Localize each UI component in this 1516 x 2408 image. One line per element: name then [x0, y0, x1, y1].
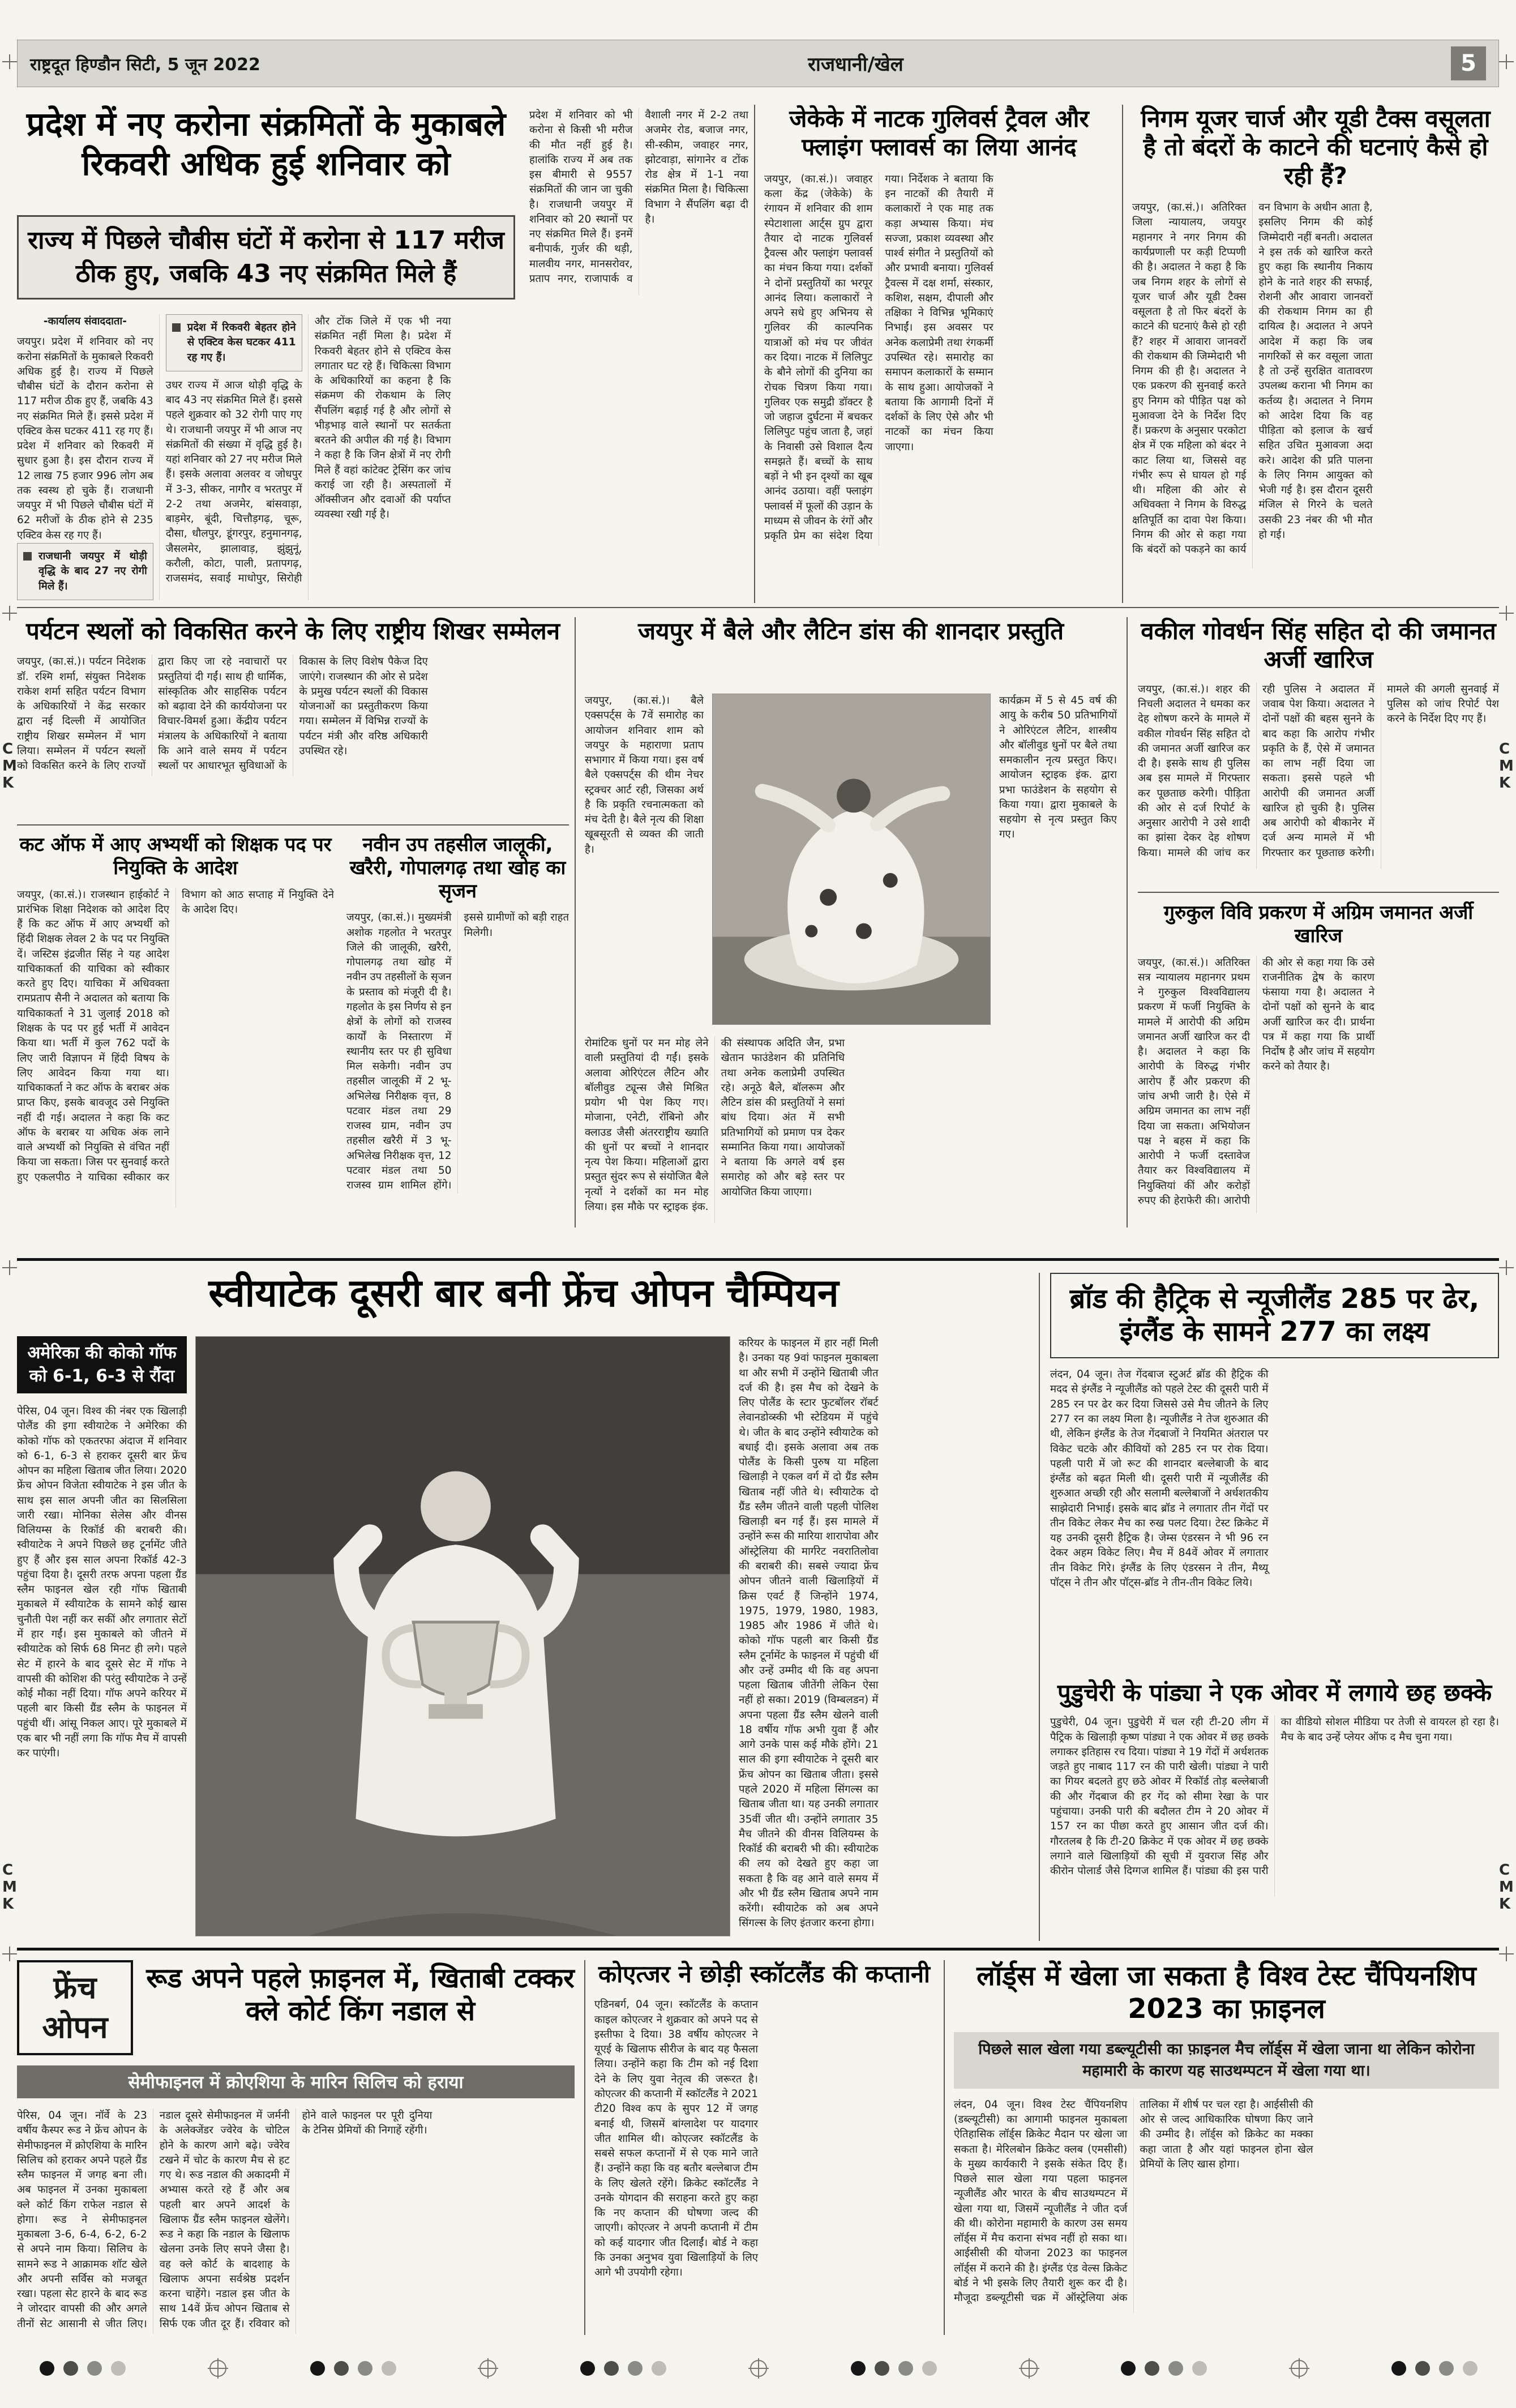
ballet-dancer-illustration	[713, 694, 990, 1024]
registration-dot	[922, 2361, 937, 2376]
ballet-rest: रोमांटिक धुनों पर मन मोह लेने वाली प्रस्तुतियां दी गईं। इसके अलावा ओरिएंटल लैटिन और बॉलीवुड ट्यून्स जैसे मिश्रित प्रयोग भी पेश किए गए। मोजाना, एनेटी, रॉबिनो और क्लाउड जैसी अंतरराष्ट्रीय ख्याति की धुनों पर बच्चों ने शानदार नृत्य पेश किया। महिलाओं द्वारा प्रस्तुत सुंदर रूप से संयोजित बैले नृत्यों ने दर्शकों का मन मोह लिया। इस मौके पर स्ट्राइक इंक. की संस्थापक अदिति जैन, प्रभा खेतान फाउंडेशन की प्रतिनिधि तथा अनेक कलाप्रेमी उपस्थित रहे। अनूठे बैले, बॉलरूम और लैटिन डांस की प्रस्तुतियों ने समां बांध दिया। अंत में सभी प्रतिभागियों को प्रमाण पत्र देकर सम्मानित किया गया। आयोजकों ने बताया कि अगले वर्ष इस समारोह को और बड़े स्तर पर आयोजित किया जाएगा।	[585, 1037, 845, 1213]
column-rule	[944, 1960, 945, 2335]
registration-dot	[1463, 2361, 1478, 2376]
column-rule	[575, 617, 576, 1227]
square-bullet-icon	[23, 552, 32, 561]
cmk-print-mark	[2, 742, 17, 790]
masthead-section-title: राजधानी/खेल	[808, 53, 903, 76]
tourism-body: जयपुर, (का.सं.)। पर्यटन निदेशक डॉ. रश्मि शर्मा, संयुक्त निदेशक राकेश शर्मा सहित पर्यटन विभाग के अधिकारियों ने केंद्र सरकार द्वारा नई दिल्ली में आयोजित राष्ट्रीय शिखर सम्मेलन में भाग लिया। सम्मेलन में पर्यटन स्थलों को विकसित करने के लिए राज्यों द्वारा किए जा रहे नवाचारों पर प्रस्तुतियां दी गईं। साथ ही धार्मिक, सांस्कृतिक और साहसिक पर्यटन को बढ़ावा देने की कार्ययोजना पर विचार-विमर्श हुआ। केंद्रीय पर्यटन मंत्रालय के अधिकारियों ने बताया कि आने वाले समय में पर्यटन स्थलों पर आधारभूत सुविधाओं के विकास के लिए विशेष पैकेज दिए जाएंगे। राजस्थान की ओर से प्रदेश के प्रमुख पर्यटन स्थलों की विकास योजनाओं का प्रस्तुतीकरण किया गया। सम्मेलन में विभिन्न राज्यों के पर्यटन मंत्री और वरिष्ठ अधिकारी उपस्थित रहे।	[17, 656, 428, 772]
headline-gurukul: गुरुकुल विवि प्रकरण में अग्रिम जमानत अर्जी खारिज	[1163, 901, 1474, 947]
color-dot-group	[40, 2361, 126, 2376]
ballet-lead: जयपुर, (का.सं.)। बैले एक्सपर्ट्स के 7वें समारोह का आयोजन शनिवार शाम को जयपुर के महाराणा प्रताप सभागार में किया गया। इस वर्ष बैले एक्सपर्ट्स की थीम नेचर स्ट्रक्चर आर्ट रही, जिसका अर्थ है कि प्रकृति रचनात्मकता को मंच देती है। बैले नृत्य की शिक्षा खूबसूरती से व्यक्त की जाती है।	[585, 695, 704, 856]
article-gurukul	[1138, 901, 1499, 1227]
cmk-print-mark	[1499, 1863, 1514, 1911]
column-rule	[1039, 1273, 1040, 1941]
registration-plus-icon	[1499, 606, 1514, 621]
registration-dot	[87, 2361, 102, 2376]
tehsil-body: जयपुर, (का.सं.)। मुख्यमंत्री अशोक गहलोत ने भरतपुर जिले की जालूकी, खरैरी, गोपालगढ़ तथा खोह में नवीन उप तहसीलों के सृजन के प्रस्ताव को मंजूरी दी है। गहलोत के इस निर्णय से इन क्षेत्रों के लोगों को राजस्व कार्यों के निस्तारण में स्थानीय स्तर पर ही सुविधा मिल सकेगी। नवीन उप तहसील जालूकी में 2 भू-अभिलेख निरीक्षक वृत्त, 8 पटवार मंडल तथा 29 राजस्व ग्राम, नवीन उप तहसील खरैरी में 3 भू-अभिलेख निरीक्षक वृत्त, 12 पटवार मंडल तथा 50 राजस्व ग्राम शामिल होंगे। इससे ग्रामीणों को बड़ी राहत मिलेगी।	[346, 912, 569, 1192]
section-rule-thick	[17, 1948, 1499, 1951]
print-registration-strip	[40, 2360, 1478, 2377]
registration-target-icon	[479, 2360, 496, 2377]
corona-bullet-2	[166, 314, 302, 371]
swiatek-trophy-illustration	[196, 1337, 730, 1936]
article-jkk	[764, 105, 1114, 603]
article-lords	[954, 1960, 1499, 2335]
registration-dot	[898, 2361, 913, 2376]
article-nigam	[1132, 105, 1499, 603]
cmk-letter-k: K	[2, 775, 14, 792]
cmk-letter-c: C	[1499, 1862, 1510, 1879]
corona-bullet-2-text: प्रदेश में रिकवरी बेहतर होने से एक्टिव केस घटकर 411 रह गए हैं।	[187, 322, 296, 363]
registration-dot	[111, 2361, 126, 2376]
cmk-letter-c: C	[2, 1862, 14, 1879]
french-open-label-line2: ओपन	[42, 2009, 108, 2045]
swiatek-body-left: पेरिस, 04 जून। विश्व की नंबर एक खिलाड़ी पोलैंड की इगा स्वीयाटेक ने अमेरिका की कोको गॉफ को एकतरफा अंदाज में शनिवार को 6-1, 6-3 से हराकर दूसरी बार फ्रेंच ओपन का महिला खिताब जीत लिया। 2020 फ्रेंच ओपन विजेता स्वीयाटेक ने इस जीत के साथ इस साल अपनी जीत का सिलसिला जारी रखा। मोनिका सेलेस और वीनस विलियम्स के रिकॉर्ड की बराबरी की। स्वीयाटेक ने अपने पिछले छह टूर्नामेंट जीते हुए हैं और इस साल अपना रिकॉर्ड 42-3 पहुंचा दिया है। दूसरी तरफ अपना पहला ग्रैंड स्लैम फाइनल खेल रही गॉफ खिताबी मुकाबले में स्वीयाटेक के सामने कोई खास चुनौती पेश नहीं कर सकीं और लगातार सेटों में हार गईं। इस मुकाबले को जीतने में स्वीयाटेक को सिर्फ 68 मिनट ही लगे। पहले सेट में हारने के बाद दूसरे सेट में गॉफ ने वापसी की कोशिश की परंतु स्वीयाटेक ने उन्हें कोई मौका नहीं दिया। गॉफ अपने करियर में पहली बार किसी ग्रैंड स्लैम के फाइनल में पहुंची थीं। आंसू निकल आए। पूरे मुकाबले में एक बार भी नहीं लगा कि गॉफ मैच में वापसी कर पाएंगी।	[17, 1405, 187, 1760]
registration-target-icon	[1021, 2360, 1038, 2377]
column-rule	[754, 105, 755, 603]
article-broad	[1050, 1273, 1499, 1669]
headline-nigam: निगम यूजर चार्ज और यूडी टैक्स वसूलता है तो बंदरों के काटने की घटनाएं कैसे हो रही हैं?	[1141, 105, 1491, 190]
corona-bullet-1	[17, 543, 153, 600]
page-number: 5	[1451, 46, 1486, 80]
registration-dot	[310, 2361, 325, 2376]
article-corona	[17, 105, 748, 603]
cmk-letter-m: M	[1499, 1879, 1514, 1896]
article-tehsil	[346, 833, 569, 1227]
registration-dot	[1145, 2361, 1159, 2376]
color-dot-group	[580, 2361, 666, 2376]
column-rule	[1122, 105, 1123, 603]
cmk-letter-k: K	[1499, 775, 1511, 792]
swiatek-trophy-photo	[195, 1336, 730, 1936]
color-dot-group	[310, 2361, 396, 2376]
registration-dot	[1121, 2361, 1136, 2376]
registration-plus-icon	[1499, 54, 1514, 69]
registration-dot	[580, 2361, 595, 2376]
cmk-letter-k: K	[2, 1896, 14, 1913]
nigam-body: जयपुर, (का.सं.)। अतिरिक्त जिला न्यायालय, जयपुर महानगर ने नगर निगम की कार्यप्रणाली पर कड़ी टिप्पणी की है। अदालत ने कहा है कि जब निगम शहर के लोगों से यूजर चार्ज और यूडी टैक्स वसूलता है तो फिर बंदरों के काटने की घटनाएं कैसे हो रही हैं? शहर में आवारा जानवरों की रोकथाम की जिम्मेदारी भी निगम की ही है। अदालत ने एक प्रकरण की सुनवाई करते हुए निगम को पीड़ित पक्ष को मुआवजा देने के निर्देश दिए हैं। प्रकरण के अनुसार परकोटा क्षेत्र में एक महिला को बंदर ने काट लिया था, जिससे वह गंभीर रूप से घायल हो गई थी। महिला की ओर से अधिवक्ता ने निगम के विरुद्ध क्षतिपूर्ति का दावा पेश किया। निगम की ओर से कहा गया कि बंदरों को पकड़ने का कार्य वन विभाग के अधीन आता है, इसलिए निगम की कोई जिम्मेदारी नहीं बनती। अदालत ने इस तर्क को खारिज करते हुए कहा कि स्थानीय निकाय होने के नाते शहर की सफाई, रोशनी और आवारा जानवरों की रोकथाम निगम का ही दायित्व है। अदालत ने अपने आदेश में कहा कि जब नागरिकों से कर वसूला जाता है तो उन्हें सुरक्षित वातावरण उपलब्ध कराना भी निगम का कर्तव्य है। अदालत ने निगम को आदेश दिया कि वह पीड़िता को इलाज के खर्च सहित उचित मुआवजा अदा करे। आदेश की प्रति पालना के लिए निगम आयुक्त को भेजी गई है। इस दौरान दूसरी मंजिल से गिरने के चलते उसकी 23 नंबर की भी मौत हो गई।	[1132, 202, 1373, 556]
registration-plus-icon	[1499, 1947, 1514, 1961]
color-dot-group	[851, 2361, 937, 2376]
ruud-body: पेरिस, 04 जून। नॉर्वे के 23 वर्षीय कैस्पर रूड ने फ्रेंच ओपन के सेमीफाइनल में क्रोएशिया के मारिन सिलिच को हराकर अपने पहले ग्रैंड स्लैम फाइनल में जगह बना ली। अब फाइनल में उनका मुकाबला क्ले कोर्ट किंग राफेल नडाल से होगा। रूड ने सेमीफाइनल मुकाबला 3-6, 6-4, 6-2, 6-2 से अपने नाम किया। सिलिच के सामने रूड ने आक्रामक शॉट खेले और अपनी सर्विस को मजबूत रखा। पहला सेट हारने के बाद रूड ने जोरदार वापसी की और अगले तीनों सेट आसानी से जीत लिए। नडाल दूसरे सेमीफाइनल में जर्मनी के अलेक्जेंडर ज्वेरेव के चोटिल होने के कारण आगे बढ़े। ज्वेरेव टखने में चोट के कारण मैच से हट गए थे। रूड नडाल की अकादमी में अभ्यास करते रहे हैं और अब पहली बार अपने आदर्श के खिलाफ ग्रैंड स्लैम फाइनल खेलेंगे। रूड ने कहा कि नडाल के खिलाफ खेलना उनके लिए सपने जैसा है। वह क्ले कोर्ट के बादशाह के खिलाफ अपना सर्वश्रेष्ठ प्रदर्शन करना चाहेंगे। नडाल इस जीत के साथ 14वें फ्रेंच ओपन खिताब से सिर्फ एक जीत दूर हैं। रविवार को होने वाले फाइनल पर पूरी दुनिया के टेनिस प्रेमियों की निगाहें रहेंगी।	[17, 2110, 432, 2330]
registration-dot	[875, 2361, 889, 2376]
section-rule	[17, 824, 569, 826]
color-dot-group	[1391, 2361, 1478, 2376]
section-rule-thick	[17, 1258, 1499, 1261]
registration-dot	[1192, 2361, 1207, 2376]
article-pandya	[1050, 1679, 1499, 1939]
headline-lords: लॉर्ड्स में खेला जा सकता है विश्व टेस्ट चैंपियनशिप 2023 का फ़ाइनल	[977, 1960, 1476, 2025]
article-cutoff	[17, 833, 334, 1227]
registration-plus-icon	[2, 606, 17, 621]
registration-dot	[63, 2361, 78, 2376]
headline-tehsil: नवीन उप तहसील जालूकी, खरैरी, गोपालगढ़ तथा खोह का सृजन	[349, 833, 566, 903]
vakil-body: जयपुर, (का.सं.)। शहर की निचली अदालत ने धमका कर देह शोषण करने के मामले में वकील गोवर्धन सिंह सहित दो की जमानत अर्जी खारिज कर दी है। इसके साथ ही पुलिस अब इस मामले में गिरफ्तार कर पूछताछ करेगी। पीड़िता की ओर से दर्ज रिपोर्ट के अनुसार आरोपी ने उसे शादी का झांसा देकर देह शोषण किया। मामले की जांच कर रही पुलिस ने अदालत में जवाब पेश किया। अदालत ने दोनों पक्षों की बहस सुनने के बाद कहा कि आरोप गंभीर प्रकृति के हैं, ऐसे में जमानत का लाभ नहीं दिया जा सकता। इससे पहले भी आरोपी की जमानत अर्जी खारिज हो चुकी है। पुलिस अब आरोपी को बीकानेर में दर्ज अन्य मामले में भी गिरफ्तार कर पूछताछ करेगी। मामले की अगली सुनवाई में पुलिस को जांच रिपोर्ट पेश करने के निर्देश दिए गए हैं।	[1138, 683, 1499, 859]
headline-ballet: जयपुर में बैले और लैटिन डांस की शानदार प्रस्तुति	[637, 617, 1064, 645]
headline-swiatek-banner: स्वीयाटेक दूसरी बार बनी फ्रेंच ओपन चैम्पियन	[208, 1271, 839, 1316]
registration-dot	[1168, 2361, 1183, 2376]
registration-target-icon	[750, 2360, 767, 2377]
jkk-body: जयपुर, (का.सं.)। जवाहर कला केंद्र (जेकेके) के रंगायन में शनिवार की शाम स्पेटाशाला आर्ट्स ग्रुप द्वारा तैयार दो नाटक गुलिवर्स ट्रैवल्स और फ्लाइंग फ्लावर्स का मंचन किया गया। दर्शकों ने दोनों प्रस्तुतियों का भरपूर आनंद लिया। कलाकारों ने अपने सधे हुए अभिनय से गुलिवर की काल्पनिक यात्राओं को मंच पर जीवंत कर दिया। नाटक में लिलिपुट के बौने लोगों की दुनिया का रोचक चित्रण किया गया। गुलिवर एक समुद्री डॉक्टर है जो जहाज दुर्घटना में बचकर लिलिपुट पहुंच जाता है, जहां के निवासी उसे विशाल दैत्य समझते हैं। बच्चों के साथ बड़ों ने भी इन दृश्यों का खूब आनंद उठाया। वहीं फ्लाइंग फ्लावर्स में फूलों की उड़ान के माध्यम से जीवन के रंगों और प्रकृति प्रेम का संदेश दिया गया। निर्देशक ने बताया कि इन नाटकों की तैयारी में कलाकारों ने एक माह तक कड़ा अभ्यास किया। मंच सज्जा, प्रकाश व्यवस्था और पार्श्व संगीत ने प्रस्तुतियों को और प्रभावी बनाया। गुलिवर्स ट्रैवल्स में दक्ष शर्मा, संस्कार, कशिश, सक्षम, दीपाली और तक्षिका ने विभिन्न भूमिकाएं निभाईं। इस अवसर पर अनेक कलाप्रेमी तथा रंगकर्मी उपस्थित रहे। समारोह का समापन कलाकारों के सम्मान के साथ हुआ। आयोजकों ने बताया कि आगामी दिनों में दर्शकों के लिए ऐसे और भी नाटकों का मंचन किया जाएगा।	[764, 173, 993, 542]
french-open-label-box	[17, 1960, 133, 2055]
swiatek-kicker: अमेरिका की कोको गॉफ को 6-1, 6-3 से रौंदा	[17, 1336, 187, 1393]
coetzer-body: एडिनबर्ग, 04 जून। स्कॉटलैंड के कप्तान काइल कोएत्जर ने शुक्रवार को अपने पद से इस्तीफा दे दिया। 38 वर्षीय कोएत्जर ने यूएई के खिलाफ सीरीज के बाद यह फैसला लिया। उन्होंने कहा कि टीम को नई दिशा देने के लिए युवा नेतृत्व की जरूरत है। कोएत्जर की कप्तानी में स्कॉटलैंड ने 2021 टी20 विश्व कप के सुपर 12 में जगह बनाई थी, जिसमें बांग्लादेश पर यादगार जीत शामिल थी। कोएत्जर स्कॉटलैंड के सबसे सफल कप्तानों में से एक माने जाते हैं। उन्होंने कहा कि वह बतौर बल्लेबाज टीम के लिए खेलते रहेंगे। क्रिकेट स्कॉटलैंड ने उनके योगदान की सराहना करते हुए कहा कि नए कप्तान की घोषणा जल्द की जाएगी। कोएत्जर ने अपनी कप्तानी में टीम को कई यादगार जीत दिलाईं। बोर्ड ने कहा कि उनका अनुभव युवा खिलाड़ियों के लिए आगे भी उपयोगी रहेगा।	[594, 1999, 758, 2279]
article-ruud	[17, 1960, 575, 2335]
headline-vakil: वकील गोवर्धन सिंह सहित दो की जमानत अर्जी खारिज	[1141, 617, 1496, 674]
ruud-subhead: सेमीफाइनल में क्रोएशिया के मारिन सिलिच को हराया	[17, 2065, 575, 2098]
column-rule	[1127, 617, 1128, 1227]
registration-dot	[382, 2361, 396, 2376]
lords-subhead: पिछले साल खेला गया डब्ल्यूटीसी का फ़ाइनल मैच लॉर्ड्स में खेला जाना था लेकिन कोरोना महामारी के कारण यह साउथम्पटन में खेला गया था।	[954, 2032, 1499, 2089]
ballet-dancer-photo	[712, 694, 991, 1025]
headline-ruud: रूड अपने पहले फ़ाइनल में, खिताबी टक्कर क्ले कोर्ट किंग नडाल से	[146, 1962, 575, 2027]
registration-plus-icon	[2, 1260, 17, 1275]
section-rule	[1138, 892, 1499, 893]
article-tourism	[17, 617, 569, 821]
registration-dot	[652, 2361, 666, 2376]
registration-plus-icon	[2, 1947, 17, 1961]
corona-side-text: प्रदेश में शनिवार को भी करोना से किसी भी मरीज की मौत नहीं हुई है। हालांकि राज्य में अब तक इस बीमारी से 9557 संक्रमितों की जान जा चुकी है। राजधानी जयपुर में शनिवार को 20 स्थानों पर नए संक्रमित मिले हैं। इनमें बनीपार्क, गुर्जर की थड़ी, मालवीय नगर, मानसरोवर, प्रताप नगर, राजापार्क व वैशाली नगर में 2-2 तथा अजमेर रोड, बजाज नगर, सी-स्कीम, जवाहर नगर, झोटवाड़ा, सांगानेर व टोंक रोड क्षेत्र में 1-1 नया संक्रमित मिला है। चिकित्सा विभाग ने सैंपलिंग बढ़ा दी है।	[529, 109, 748, 285]
corona-bullet-1-text: राजधानी जयपुर में थोड़ी वृद्धि के बाद 27 नए रोगी मिले हैं।	[38, 550, 147, 592]
column-rule	[584, 1960, 585, 2335]
registration-plus-icon	[2, 54, 17, 69]
registration-dot	[358, 2361, 372, 2376]
gurukul-body: जयपुर, (का.सं.)। अतिरिक्त सत्र न्यायालय महानगर प्रथम ने गुरुकुल विश्वविद्यालय प्रकरण में फर्जी नियुक्ति के मामले में आरोपी की अग्रिम जमानत अर्जी खारिज कर दी है। अदालत ने कहा कि आरोपी के विरुद्ध गंभीर आरोप हैं और प्रकरण की जांच अभी जारी है। ऐसे में अग्रिम जमानत का लाभ नहीं दिया जा सकता। अभियोजन पक्ष ने बहस में कहा कि आरोपी ने फर्जी दस्तावेज तैयार कर विश्वविद्यालय में नियुक्तियां कीं और करोड़ों रुपए की हेराफेरी की। आरोपी की ओर से कहा गया कि उसे राजनीतिक द्वेष के कारण फंसाया गया है। अदालत ने दोनों पक्षों को सुनने के बाद अर्जी खारिज कर दी। प्रार्थना पत्र में कहा गया कि प्रार्थी निर्दोष है और जांच में सहयोग करने को तैयार है।	[1138, 956, 1374, 1207]
article-ballet	[585, 617, 1117, 1227]
registration-dot	[604, 2361, 619, 2376]
registration-dot	[628, 2361, 643, 2376]
broad-body: लंदन, 04 जून। तेज गेंदबाज स्टुअर्ट ब्रॉड की हैट्रिक की मदद से इंग्लैंड ने न्यूजीलैंड को पहले टेस्ट की दूसरी पारी में 285 रन पर ढेर कर दिया जिससे उसे मैच जीतने के लिए 277 रन का लक्ष्य मिला है। न्यूजीलैंड ने तेज शुरुआत की थी, लेकिन इंग्लैंड के तेज गेंदबाजों ने नियमित अंतराल पर विकेट चटके और कीवियों को 285 रन पर रोक दिया। पहली पारी में जो रूट की शानदार बल्लेबाजी के बाद इंग्लैंड को बढ़त मिली थी। दूसरी पारी में न्यूजीलैंड की शुरुआत अच्छी रही और सलामी बल्लेबाजों ने अर्धशतकीय साझेदारी निभाई। इसके बाद ब्रॉड ने लगातार तीन गेंदों पर तीन विकेट लेकर मैच का रुख पलट दिया। टेस्ट क्रिकेट में यह उनकी दूसरी हैट्रिक है। जेम्स एंडरसन ने भी 96 रन देकर अहम विकेट लिए। मैच में 84वें ओवर में लगातार तीन विकेट गिरे। इंग्लैंड के लिए एंडरसन ने तीन, मैथ्यू पॉट्स ने तीन और पॉट्स-ब्रॉड ने तीन-तीन विकेट लिये।	[1050, 1368, 1269, 1589]
headline-cutoff: कट ऑफ में आए अभ्यर्थी को शिक्षक पद पर नियुक्ति के आदेश	[19, 833, 332, 879]
registration-target-icon	[209, 2360, 226, 2377]
pandya-body: पुडुचेरी, 04 जून। पुडुचेरी में चल रही टी-20 लीग में पैट्रिक के खिलाड़ी कृष्ण पांड्या ने एक ओवर में छह छक्के लगाकर इतिहास रच दिया। पांड्या ने 19 गेंदों में अर्धशतक जड़ते हुए नाबाद 117 रन की पारी खेली। पांड्या ने पारी का गियर बदलते हुए छठे ओवर में रिकॉर्ड तोड़ बल्लेबाजी की और गेंदबाज की हर गेंद को सीमा रेखा के पार पहुंचाया। उनकी पारी की बदौलत टीम ने 20 ओवर में 157 रन का पीछा करते हुए आसान जीत दर्ज की। गौरतलब है कि टी-20 क्रिकेट में एक ओवर में छह छक्के लगाने वाले खिलाड़ियों की सूची में युवराज सिंह और कीरोन पोलार्ड जैसे दिग्गज शामिल हैं। पांड्या की इस पारी का वीडियो सोशल मीडिया पर तेजी से वायरल हो रहा है। मैच के बाद उन्हें प्लेयर ऑफ द मैच चुना गया।	[1050, 1716, 1499, 1877]
section-rule	[17, 607, 1499, 608]
corona-body-text: उधर राज्य में आज थोड़ी वृद्धि के बाद 43 नए संक्रमित मिले हैं। इससे पहले शुक्रवार को 32 रोगी पाए गए थे। राजधानी जयपुर में भी आज नए संक्रमितों की संख्या में वृद्धि हुई है। यहां शनिवार को 27 नए मरीज मिले हैं। इसके अलावा अलवर व जोधपुर में 3-3, सीकर, नागौर व भरतपुर में 2-2 तथा अजमेर, बांसवाड़ा, बाड़मेर, बूंदी, चित्तौड़गढ़, चूरू, दौसा, धौलपुर, डूंगरपुर, हनुमानगढ़, जैसलमेर, झालावाड़, झुंझुनूं, करौली, कोटा, पाली, प्रतापगढ़, राजसमंद, सवाई माधोपुर, सिरोही और टोंक जिले में एक भी नया संक्रमित नहीं मिला है। प्रदेश में रिकवरी बेहतर होने से एक्टिव केस लगातार घट रहे हैं। चिकित्सा विभाग के अधिकारियों का कहना है कि संक्रमण की रोकथाम के लिए सैंपलिंग बढ़ाई गई है और लोगों से भीड़भाड़ वाले स्थानों पर सतर्कता बरतने की अपील की गई है। विभाग ने कहा है कि जिन क्षेत्रों में नए रोगी मिले हैं वहां कांटेक्ट ट्रेसिंग कर जांच कराई जा रही है। अस्पतालों में ऑक्सीजन और दवाओं की पर्याप्त व्यवस्था रखी गई है।	[165, 315, 451, 585]
cmk-letter-m: M	[2, 758, 17, 775]
square-bullet-icon	[172, 323, 181, 332]
headline-corona: प्रदेश में नए करोना संक्रमितों के मुकाबले रिकवरी अधिक हुई शनिवार को	[26, 105, 506, 183]
ballet-side: कार्यक्रम में 5 से 45 वर्ष की आयु के करीब 50 प्रतिभागियों ने ओरिएंटल लैटिन, शास्त्रीय और बॉलीवुड धुनों पर बैले तथा समकालीन नृत्य प्रस्तुत किए। आयोजन स्ट्राइक इंक. द्वारा प्रभा फाउंडेशन के सहयोग से किया गया। द्वारा मुकाबले के सहयोग से नृत्य प्रस्तुत किए गए।	[999, 695, 1117, 841]
registration-dot	[851, 2361, 866, 2376]
cmk-print-mark	[1499, 742, 1514, 790]
corona-subhead: राज्य में पिछले चौबीस घंटों में करोना से 117 मरीज ठीक हुए, जबकि 43 नए संक्रमित मिले हैं	[17, 215, 515, 300]
cmk-print-mark	[2, 1863, 17, 1911]
lords-body: लंदन, 04 जून। विश्व टेस्ट चैंपियनशिप (डब्ल्यूटीसी) का आगामी फाइनल मुकाबला ऐतिहासिक लॉर्ड्स क्रिकेट मैदान पर खेला जा सकता है। मेरिलबोन क्रिकेट क्लब (एमसीसी) के मुख्य कार्यकारी ने इसके संकेत दिए हैं। पिछले साल खेला गया पहला फाइनल न्यूजीलैंड और भारत के बीच साउथम्पटन में खेला गया था, जिसमें न्यूजीलैंड ने जीत दर्ज की थी। कोरोना महामारी के कारण उस समय लॉर्ड्स में मैच कराना संभव नहीं हो सका था। आईसीसी की योजना 2023 का फाइनल लॉर्ड्स में कराने की है। इंग्लैंड एंड वेल्स क्रिकेट बोर्ड ने भी इसके लिए तैयारी शुरू कर दी है। मौजूदा डब्ल्यूटीसी चक्र में ऑस्ट्रेलिया अंक तालिका में शीर्ष पर चल रहा है। आईसीसी की ओर से जल्द आधिकारिक घोषणा किए जाने की उम्मीद है। लॉर्ड्स को क्रिकेट का मक्का कहा जाता है और यहां फाइनल होना खेल प्रेमियों के लिए खास होगा।	[954, 2098, 1313, 2304]
cmk-letter-c: C	[1499, 741, 1510, 758]
cmk-letter-m: M	[1499, 758, 1514, 775]
cmk-letter-m: M	[2, 1879, 17, 1896]
corona-lead: जयपुर। प्रदेश में शनिवार को नए करोना संक्रमितों के मुकाबले रिकवरी अधिक हुई है। राज्य में पिछले चौबीस घंटों के दौरान करोना से 117 मरीज ठीक हुए हैं, जबकि 43 नए संक्रमित मिले हैं। इससे प्रदेश में एक्टिव केस घटकर 411 रह गए हैं। प्रदेश में शनिवार को रिकवरी में सुधार हुआ है। इस दौरान राज्य में 12 लाख 75 हजार 996 लोग अब तक स्वस्थ हो चुके हैं। राजधानी जयपुर में भी पिछले चौबीस घंटों में 62 मरीजों के ठीक होने से 235 एक्टिव केस रह गए हैं।	[17, 336, 153, 541]
french-open-label-line1: फ्रेंच	[53, 1969, 97, 2005]
masthead	[17, 40, 1499, 87]
article-vakil	[1138, 617, 1499, 883]
headline-broad: ब्रॉड की हैट्रिक से न्यूजीलैंड 285 पर ढेर, इंग्लैंड के सामने 277 का लक्ष्य	[1050, 1273, 1499, 1358]
masthead-edition-date: राष्ट्रदूत हिण्डौन सिटी, 5 जून 2022	[30, 54, 260, 75]
registration-target-icon	[1291, 2360, 1308, 2377]
corona-byline: -कार्यालय संवाददाता-	[43, 315, 127, 327]
headline-coetzer: कोएत्जर ने छोड़ी स्कॉटलैंड की कप्तानी	[598, 1960, 930, 1988]
cmk-letter-k: K	[1499, 1896, 1511, 1913]
registration-dot	[334, 2361, 349, 2376]
color-dot-group	[1121, 2361, 1207, 2376]
cutoff-body: जयपुर, (का.सं.)। राजस्थान हाईकोर्ट ने प्रारंभिक शिक्षा निदेशक को आदेश दिए हैं कि कट ऑफ में आए अभ्यर्थी को हिंदी शिक्षक लेवल 2 के पद पर नियुक्ति दें। जस्टिस इंद्रजीत सिंह ने यह आदेश याचिकाकर्ता की याचिका को स्वीकार करते हुए दिए। याचिका में अधिवक्ता रामप्रताप सैनी ने अदालत को बताया कि याचिकाकर्ता ने 31 जुलाई 2018 को शिक्षक के पद पर हुई भर्ती में आवेदन किया था। भर्ती में कुल 762 पदों के लिए जारी विज्ञापन में हिंदी विषय के लिए आवेदन किया गया था। याचिकाकर्ता ने कट ऑफ के बराबर अंक प्राप्त किए, इसके बावजूद उसे नियुक्ति नहीं दी गई। अदालत ने कहा कि कट ऑफ के बराबर या अधिक अंक लाने वाले अभ्यर्थी को नियुक्ति से वंचित नहीं किया जा सकता। जिस पर सुनवाई करते हुए एकलपीठ ने याचिका स्वीकार कर विभाग को आठ सप्ताह में नियुक्ति देने के आदेश दिए।	[17, 888, 334, 1183]
article-coetzer	[594, 1960, 934, 2335]
corona-body	[17, 314, 748, 600]
cmk-letter-c: C	[2, 741, 14, 758]
headline-tourism: पर्यटन स्थलों को विकसित करने के लिए राष्ट्रीय शिखर सम्मेलन	[25, 617, 560, 645]
headline-jkk: जेकेके में नाटक गुलिवर्स ट्रैवल और फ्लाइंग फ्लावर्स का लिया आनंद	[789, 105, 1089, 161]
registration-dot	[1415, 2361, 1430, 2376]
registration-dot	[1439, 2361, 1454, 2376]
registration-plus-icon	[1499, 1260, 1514, 1275]
headline-pandya: पुडुचेरी के पांड्या ने एक ओवर में लगाये छह छक्के	[1057, 1679, 1492, 1706]
registration-dot	[1391, 2361, 1406, 2376]
swiatek-body-right: करियर के फाइनल में हार नहीं मिली है। उनका यह 9वां फाइनल मुकाबला था और सभी में उन्होंने खिताबी जीत दर्ज की है। इस मैच को देखने के लिए पोलैंड के स्टार फुटबॉलर रॉबर्ट लेवानडोव्स्की भी स्टेडियम में पहुंचे थे। जीत के बाद उन्होंने स्वीयाटेक को बधाई दी। इसके अलावा अब तक पोलैंड के किसी पुरुष या महिला खिलाड़ी ने एकल वर्ग में दो ग्रैंड स्लैम खिताब नहीं जीते थे। स्वीयाटेक दो ग्रैंड स्लैम जीतने वाली पहली पोलिश खिलाड़ी बन गई हैं। इस मामले में उन्होंने रूस की मारिया शारापोवा और ऑस्ट्रेलिया की मार्गरेट नवरातिलोवा की बराबरी की। सबसे ज्यादा फ्रेंच ओपन जीतने वाली खिलाड़ियों में क्रिस एवर्ट हैं जिन्होंने 1974, 1975, 1979, 1980, 1983, 1985 और 1986 में जीते थे। कोको गॉफ पहली बार किसी ग्रैंड स्लैम टूर्नामेंट के फाइनल में पहुंची थीं और उन्हें उम्मीद थी कि वह अपना पहला खिताब जीतेंगी लेकिन ऐसा नहीं हो सका। 2019 (विम्बलडन) में अपना पहला ग्रैंड स्लैम खेलने वाली 18 वर्षीय गॉफ अभी युवा हैं और आगे उनके पास कई मौके होंगे। 21 साल की इगा स्वीयाटेक ने दूसरी बार फ्रेंच ओपन का खिताब जीता। इससे पहले 2020 में महिला सिंगल्स का खिताब जीता था। यह उनकी लगातार 35वीं जीत थी। उन्होंने लगातार 35 मैच जीतने की वीनस विलियम्स के रिकॉर्ड की बराबरी भी की। स्वीयाटेक की लय को देखते हुए कहा जा सकता है कि वह आने वाले समय में और भी ग्रैंड स्लैम खिताब अपने नाम करेंगी। स्वीयाटेक को अब अपने सिंगल्स के लिए इंतजार करना होगा।	[739, 1337, 879, 1930]
registration-dot	[40, 2361, 54, 2376]
